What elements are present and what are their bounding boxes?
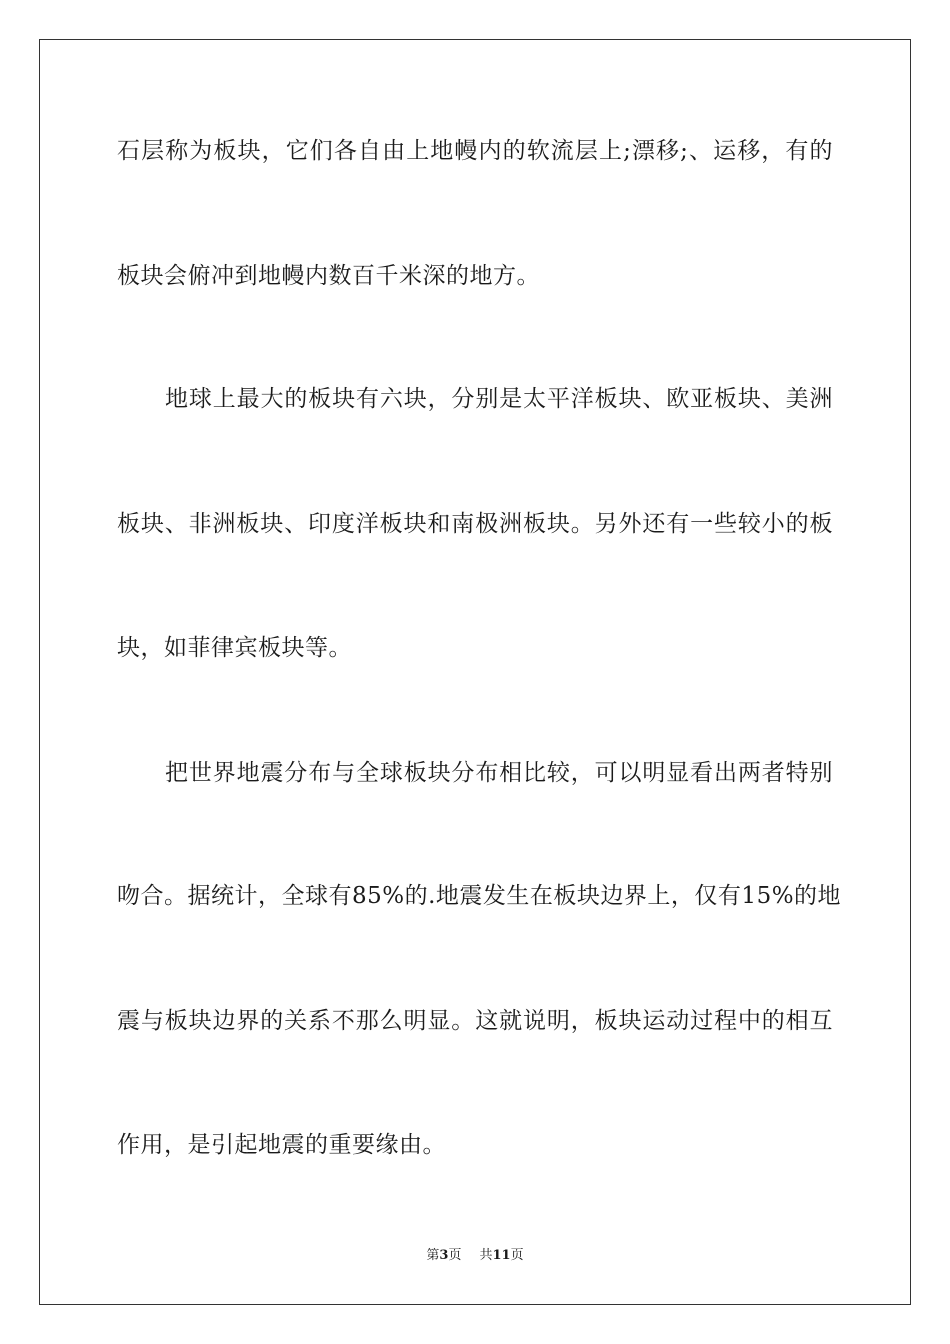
text-line: 板块、非洲板块、印度洋板块和南极洲板块。另外还有一些较小的板: [117, 511, 833, 537]
text-line: 吻合。据统计，全球有85%的.地震发生在板块边界上，仅有15%的地: [117, 883, 842, 909]
total-pages: 11: [492, 1248, 511, 1263]
total-suffix: 页: [510, 1248, 524, 1263]
text-line: 石层称为板块，它们各自由上地幔内的软流层上;漂移;、运移，有的: [117, 138, 833, 164]
page-border: [39, 39, 911, 1305]
page-number: 3: [439, 1248, 449, 1263]
page-footer: [0, 1247, 950, 1265]
text-line: 块，如菲律宾板块等。: [117, 635, 352, 661]
text-line: 把世界地震分布与全球板块分布相比较，可以明显看出两者特别: [165, 760, 833, 786]
page-suffix: 页: [448, 1248, 462, 1263]
total-prefix: 共: [479, 1248, 493, 1263]
text-line: 作用，是引起地震的重要缘由。: [117, 1132, 446, 1158]
text-line: 震与板块边界的关系不那么明显。这就说明，板块运动过程中的相互: [117, 1008, 833, 1034]
text-line: 地球上最大的板块有六块，分别是太平洋板块、欧亚板块、美洲: [165, 386, 833, 412]
page-prefix: 第: [426, 1248, 440, 1263]
text-line: 板块会俯冲到地幔内数百千米深的地方。: [117, 263, 540, 289]
